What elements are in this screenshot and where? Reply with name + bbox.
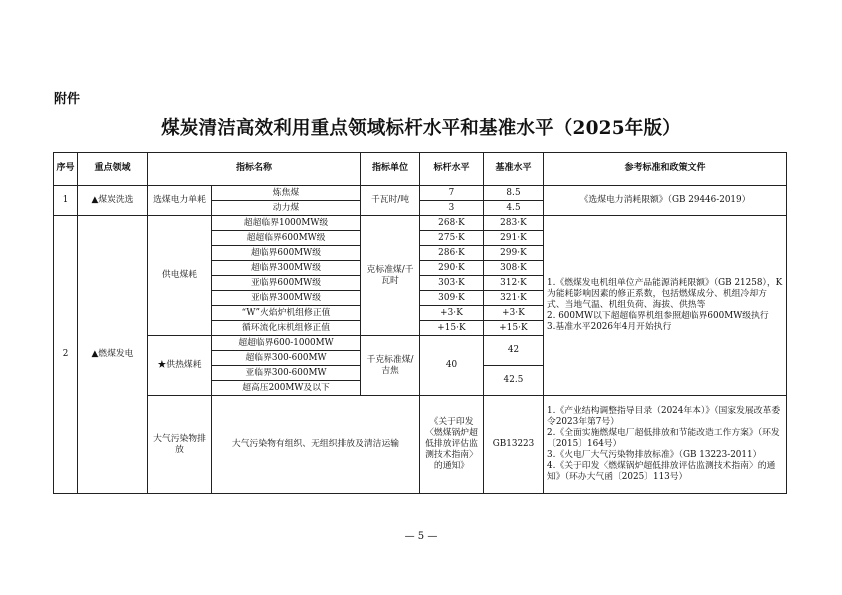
- heat-category: ★供热煤耗: [148, 336, 212, 396]
- row1-reference: 《选煤电力消耗限额》（GB 29446-2019）: [544, 186, 787, 216]
- power-reference-line: 1.《燃煤发电机组单位产品能源消耗限额》（GB 21258），K为能耗影响因素的修正系数，包括燃煤成分、机组冷却方式、当地气温、机组负荷、海拔、供热等: [547, 278, 783, 310]
- air-reference-line: 1.《产业结构调整指导目录（2024年本）》（国家发展改革委令2023年第7号）: [547, 406, 781, 428]
- heat-item-name: 超高压200MW及以下: [212, 381, 361, 396]
- table-header-row: [54, 153, 787, 186]
- power-item-baseline: 299·K: [484, 246, 544, 261]
- power-reference-line: 3.基准水平2026年4月开始执行: [547, 321, 672, 332]
- row2-field: ▲燃煤发电: [78, 216, 148, 494]
- heat-unit: 千克标准煤/吉焦: [361, 336, 420, 396]
- power-item-name: 循环流化床机组修正值: [212, 321, 361, 336]
- power-item-benchmark: 309·K: [420, 291, 484, 306]
- power-item-benchmark: 268·K: [420, 216, 484, 231]
- heat-benchmark: 40: [420, 336, 484, 396]
- power-item-name: 超超临界600MW级: [212, 231, 361, 246]
- heat-baseline-a: 42: [484, 336, 544, 366]
- power-item-benchmark: 286·K: [420, 246, 484, 261]
- document-title: 煤炭清洁高效利用重点领域标杆水平和基准水平（2025年版）: [161, 118, 681, 139]
- power-item-baseline: +15·K: [484, 321, 544, 336]
- power-item-baseline: 321·K: [484, 291, 544, 306]
- row2-seq: 2: [54, 216, 78, 494]
- benchmark-table: [53, 152, 787, 494]
- power-item-baseline: 283·K: [484, 216, 544, 231]
- power-item-benchmark: 290·K: [420, 261, 484, 276]
- power-item-baseline: 291·K: [484, 231, 544, 246]
- heat-baseline-b: 42.5: [484, 366, 544, 396]
- air-baseline: GB13223: [484, 396, 544, 494]
- row1-item-benchmark: 3: [420, 201, 484, 216]
- power-item-baseline: 312·K: [484, 276, 544, 291]
- power-item-benchmark: 275·K: [420, 231, 484, 246]
- heat-item-name: 超临界300-600MW: [212, 351, 361, 366]
- power-item-name: 超临界600MW级: [212, 246, 361, 261]
- power-category: 供电煤耗: [148, 216, 212, 336]
- air-reference-line: 4.《关于印发〈燃煤锅炉超低排放评估监测技术指南〉的通知》（环办大气函〔2025〕113号）: [547, 460, 776, 482]
- row1-item-name: 动力煤: [212, 201, 361, 216]
- table-row: [54, 186, 787, 201]
- air-benchmark: 《关于印发〈燃煤锅炉超低排放评估监测技术指南〉的通知》: [420, 396, 484, 494]
- row1-unit: 千瓦时/吨: [361, 186, 420, 216]
- power-item-name: “W”火焰炉机组修正值: [212, 306, 361, 321]
- row1-item-name: 炼焦煤: [212, 186, 361, 201]
- page-number: — 5 —: [404, 531, 438, 542]
- header-reference: 参考标准和政策文件: [544, 153, 787, 186]
- header-benchmark: 标杆水平: [420, 153, 484, 186]
- air-reference-line: 3.《火电厂大气污染物排放标准》（GB 13223-2011）: [547, 449, 762, 460]
- air-category: 大气污染物排放: [148, 396, 212, 494]
- power-item-benchmark: 303·K: [420, 276, 484, 291]
- row1-category: 选煤电力单耗: [148, 186, 212, 216]
- attachment-label: 附件: [54, 92, 81, 107]
- header-seq: 序号: [54, 153, 78, 186]
- row1-seq: 1: [54, 186, 78, 216]
- header-field: 重点领域: [78, 153, 148, 186]
- power-item-name: 超超临界1000MW级: [212, 216, 361, 231]
- table-row: [54, 216, 787, 231]
- row1-field: ▲煤炭洗选: [78, 186, 148, 216]
- air-indicator: 大气污染物有组织、无组织排放及清洁运输: [212, 396, 420, 494]
- heat-item-name: 亚临界300-600MW: [212, 366, 361, 381]
- header-indicator: 指标名称: [148, 153, 361, 186]
- power-reference-line: 2. 600MW以下超超临界机组参照超临界600MW级执行: [547, 310, 769, 321]
- air-reference-line: 2.《全面实施燃煤电厂超低排放和节能改造工作方案》（环发〔2015〕164号）: [547, 428, 780, 449]
- power-unit: 克标准煤/千瓦时: [361, 216, 420, 336]
- power-reference: [544, 216, 787, 396]
- row1-item-benchmark: 7: [420, 186, 484, 201]
- header-baseline: 基准水平: [484, 153, 544, 186]
- power-item-benchmark: +3·K: [420, 306, 484, 321]
- power-item-baseline: +3·K: [484, 306, 544, 321]
- power-item-name: 超临界300MW级: [212, 261, 361, 276]
- power-item-baseline: 308·K: [484, 261, 544, 276]
- air-reference: [544, 396, 787, 494]
- power-item-name: 亚临界600MW级: [212, 276, 361, 291]
- row1-item-baseline: 4.5: [484, 201, 544, 216]
- header-unit: 指标单位: [361, 153, 420, 186]
- power-item-name: 亚临界300MW级: [212, 291, 361, 306]
- heat-item-name: 超超临界600-1000MW: [212, 336, 361, 351]
- table-row: [54, 396, 787, 494]
- row1-item-baseline: 8.5: [484, 186, 544, 201]
- power-item-benchmark: +15·K: [420, 321, 484, 336]
